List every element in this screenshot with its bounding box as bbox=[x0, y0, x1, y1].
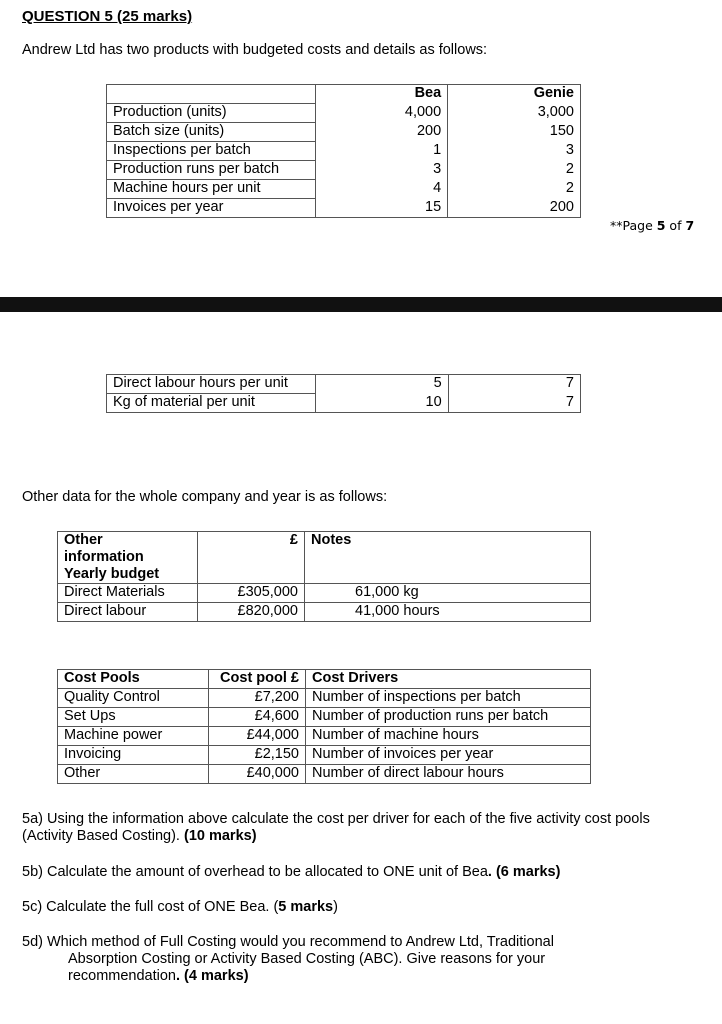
table-row bbox=[58, 689, 591, 708]
bea-value: 1 bbox=[315, 142, 448, 161]
table-row bbox=[107, 104, 581, 123]
row-label: Batch size (units) bbox=[107, 123, 316, 142]
row-label: Direct Materials bbox=[58, 584, 198, 603]
row-label: Invoices per year bbox=[107, 199, 316, 218]
pool-driver: Number of inspections per batch bbox=[306, 689, 591, 708]
table-row bbox=[107, 180, 581, 199]
other-data-intro: Other data for the whole company and year is as follows: bbox=[22, 489, 388, 505]
pool-name: Invoicing bbox=[58, 746, 209, 765]
question-5c bbox=[22, 899, 338, 916]
pool-name: Other bbox=[58, 765, 209, 784]
table-row bbox=[58, 746, 591, 765]
question-title: QUESTION 5 (25 marks) bbox=[22, 8, 193, 25]
pool-amount: £40,000 bbox=[209, 765, 306, 784]
pool-name: Set Ups bbox=[58, 708, 209, 727]
table-row bbox=[107, 123, 581, 142]
q5b-text: 5b) Calculate the amount of overhead to be allocated to ONE unit of Bea bbox=[22, 864, 488, 880]
row-label: Direct labour bbox=[58, 603, 198, 622]
q5d-line3: recommendation bbox=[68, 968, 176, 984]
cost-pools-table bbox=[57, 669, 591, 784]
intro-text: Andrew Ltd has two products with budgeted costs and details as follows: bbox=[22, 42, 488, 58]
bea-value: 5 bbox=[315, 375, 448, 394]
pool-name: Quality Control bbox=[58, 689, 209, 708]
q5c-end: ) bbox=[333, 899, 338, 915]
pool-amount: £4,600 bbox=[209, 708, 306, 727]
header-cost-drivers: Cost Drivers bbox=[306, 670, 591, 689]
table-row bbox=[58, 727, 591, 746]
header-cell bbox=[107, 85, 316, 104]
question-5a bbox=[22, 811, 702, 845]
header-genie: Genie bbox=[448, 85, 581, 104]
pool-name: Machine power bbox=[58, 727, 209, 746]
table-header-row bbox=[58, 670, 591, 689]
table-row bbox=[107, 394, 581, 413]
genie-value: 7 bbox=[448, 375, 580, 394]
question-5d bbox=[22, 934, 702, 985]
pool-driver: Number of machine hours bbox=[306, 727, 591, 746]
table-row bbox=[107, 85, 581, 104]
q5a-marks: (10 marks) bbox=[183, 828, 257, 844]
page-marker-prefix: **Page bbox=[610, 218, 657, 233]
page-number: 5 bbox=[656, 218, 666, 233]
table-row bbox=[107, 142, 581, 161]
amount-value: £305,000 bbox=[198, 584, 305, 603]
products-table bbox=[106, 84, 581, 218]
notes-header: Notes bbox=[305, 532, 591, 584]
row-label: Machine hours per unit bbox=[107, 180, 316, 199]
table-header-row bbox=[58, 532, 591, 584]
genie-value: 2 bbox=[448, 180, 581, 199]
page-break-bar bbox=[0, 297, 722, 312]
header-line: Yearly budget bbox=[64, 566, 160, 582]
table-row bbox=[58, 708, 591, 727]
q5b-marks: . (6 marks) bbox=[487, 864, 561, 880]
q5d-marks: . (4 marks) bbox=[176, 968, 249, 984]
page-marker bbox=[610, 218, 694, 233]
pool-driver: Number of direct labour hours bbox=[306, 765, 591, 784]
bea-value: 3 bbox=[315, 161, 448, 180]
row-label: Inspections per batch bbox=[107, 142, 316, 161]
table-row bbox=[107, 199, 581, 218]
q5a-text: 5a) Using the information above calculate the cost per driver for each of the five activity cost pools (Activity Based Costing). bbox=[22, 811, 650, 844]
genie-value: 3,000 bbox=[448, 104, 581, 123]
header-line: Other bbox=[64, 532, 103, 548]
page-marker-middle: of bbox=[665, 218, 686, 233]
genie-value: 2 bbox=[448, 161, 581, 180]
bea-value: 10 bbox=[315, 394, 448, 413]
other-info-header bbox=[58, 532, 198, 584]
table-row bbox=[58, 584, 591, 603]
notes-value: 61,000 kg bbox=[305, 584, 591, 603]
question-5b bbox=[22, 864, 560, 881]
table-row bbox=[107, 375, 581, 394]
amount-value: £820,000 bbox=[198, 603, 305, 622]
pool-amount: £7,200 bbox=[209, 689, 306, 708]
bea-value: 4,000 bbox=[315, 104, 448, 123]
q5d-line1: 5d) Which method of Full Costing would you recommend to Andrew Ltd, Traditional bbox=[22, 934, 554, 950]
table-row bbox=[58, 603, 591, 622]
q5c-marks: 5 marks bbox=[278, 899, 334, 915]
q5d-line2: Absorption Costing or Activity Based Costing (ABC). Give reasons for your bbox=[68, 951, 546, 967]
q5c-text: 5c) Calculate the full cost of ONE Bea. ( bbox=[22, 899, 279, 915]
pool-amount: £44,000 bbox=[209, 727, 306, 746]
genie-value: 3 bbox=[448, 142, 581, 161]
row-label: Production runs per batch bbox=[107, 161, 316, 180]
q5d-line3-wrap bbox=[22, 968, 702, 985]
pool-driver: Number of invoices per year bbox=[306, 746, 591, 765]
row-label: Kg of material per unit bbox=[107, 394, 316, 413]
header-cost-pool-amount: Cost pool £ bbox=[209, 670, 306, 689]
other-info-table bbox=[57, 531, 591, 622]
table-row bbox=[107, 161, 581, 180]
pound-header: £ bbox=[198, 532, 305, 584]
pool-amount: £2,150 bbox=[209, 746, 306, 765]
genie-value: 7 bbox=[448, 394, 580, 413]
bea-value: 200 bbox=[315, 123, 448, 142]
notes-value: 41,000 hours bbox=[305, 603, 591, 622]
pool-driver: Number of production runs per batch bbox=[306, 708, 591, 727]
genie-value: 200 bbox=[448, 199, 581, 218]
row-label: Production (units) bbox=[107, 104, 316, 123]
header-line: information bbox=[64, 549, 144, 565]
table-row bbox=[58, 765, 591, 784]
bea-value: 4 bbox=[315, 180, 448, 199]
header-cost-pools: Cost Pools bbox=[58, 670, 209, 689]
page-total: 7 bbox=[685, 218, 695, 233]
header-bea: Bea bbox=[315, 85, 448, 104]
genie-value: 150 bbox=[448, 123, 581, 142]
bea-value: 15 bbox=[315, 199, 448, 218]
row-label: Direct labour hours per unit bbox=[107, 375, 316, 394]
products-table-continued bbox=[106, 374, 581, 413]
